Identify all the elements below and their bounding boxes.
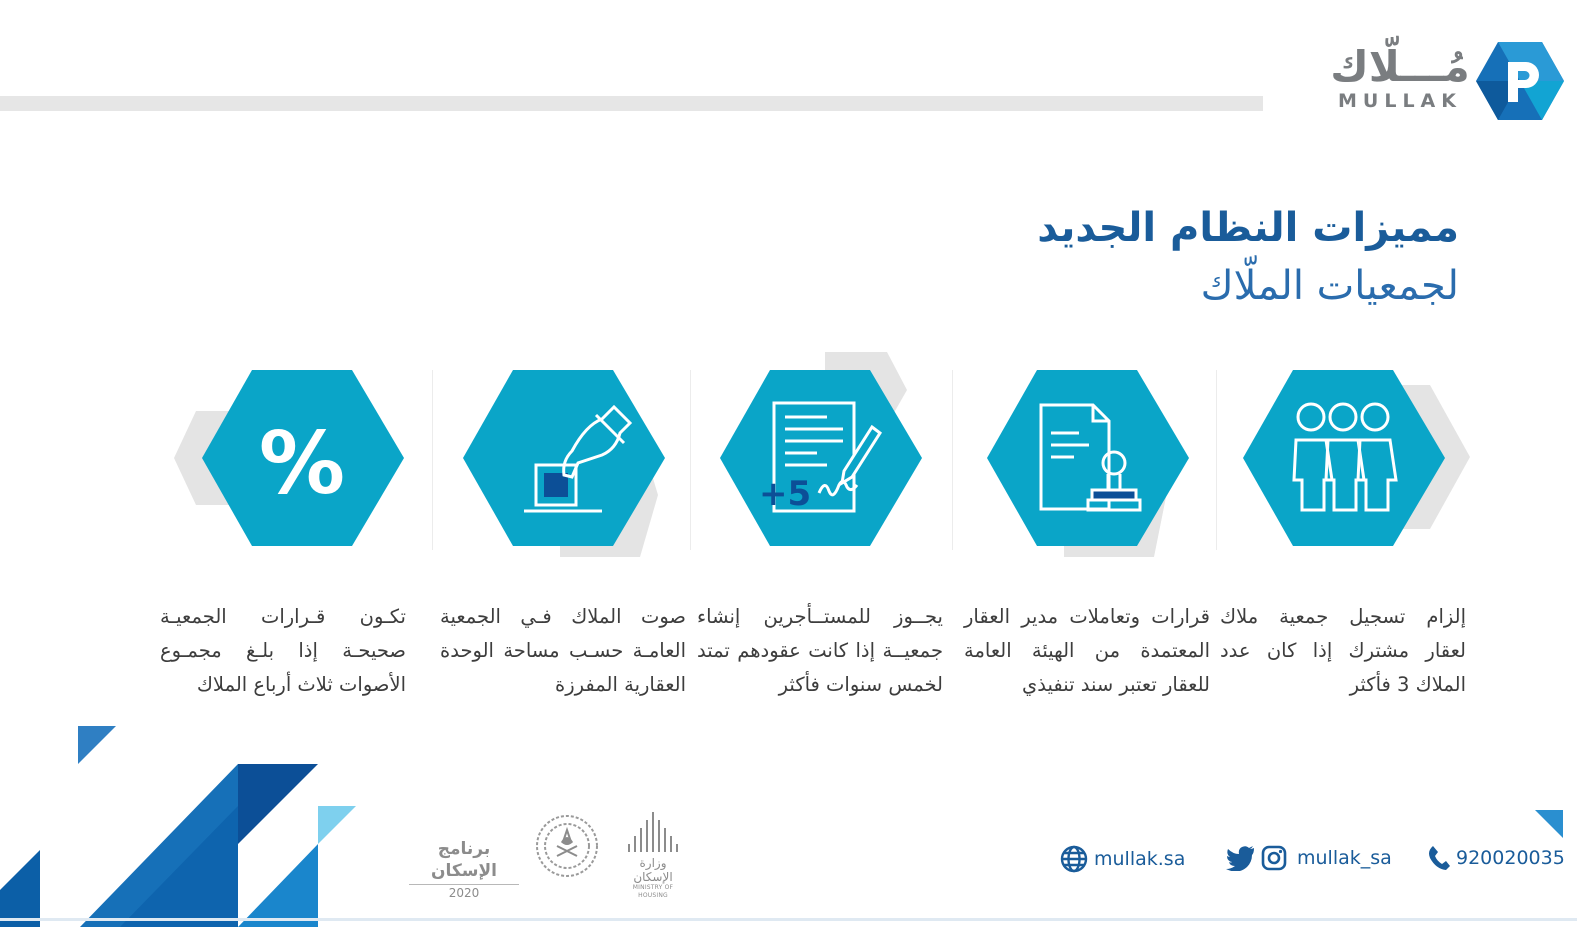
feature-valid-decisions: [160, 345, 406, 705]
feature-tenants-association: [697, 345, 943, 705]
decorative-corner-triangle: [1535, 808, 1565, 838]
percent-icon: %: [258, 414, 346, 514]
phone-icon: [1428, 845, 1450, 871]
social-handle[interactable]: mullak_sa: [1297, 847, 1392, 869]
page-title-block: [1037, 200, 1459, 316]
decorative-triangles: [0, 720, 360, 927]
feature-manager-decisions: [964, 345, 1210, 705]
phone-contact[interactable]: [1428, 845, 1565, 871]
ministry-name-english: MINISTRY OF HOUSING: [632, 884, 674, 899]
website-contact[interactable]: [1060, 845, 1185, 873]
website-link[interactable]: mullak.sa: [1094, 848, 1186, 870]
feature-text: إلزام تسجيل جمعية ملاك لعقار مشترك إذا كان عدد الملاك 3 فأكثر: [1220, 605, 1466, 696]
five-plus-badge: +5: [759, 474, 812, 514]
housing-program-name: برنامج الإسكان: [431, 839, 497, 881]
brand-logo-icon: [1476, 40, 1564, 122]
brand-wordmark: [1330, 44, 1470, 112]
instagram-icon[interactable]: [1261, 845, 1287, 871]
feature-text: تكـون قـرارات الجمعيـة صحيحـة إذا بلـغ مجمـوع الأصوات ثلاث أرباع الملاك: [160, 605, 406, 696]
page-subtitle: لجمعيات الملّاك: [1200, 263, 1459, 309]
header-bar: [0, 96, 1263, 111]
social-contact[interactable]: [1225, 845, 1392, 871]
brand-name-english: MULLAK: [1338, 90, 1462, 112]
brand-name-arabic: مُـــلّاك: [1330, 42, 1470, 91]
feature-owners-registration: [1220, 345, 1466, 705]
feature-text: صوت الملاك فـي الجمعية العامـة حسـب مساحة الوحدة العقارية المفرزة: [440, 605, 686, 696]
ministry-name-arabic: وزارة الإسكان: [633, 856, 673, 884]
footer-line: [0, 918, 1577, 921]
feature-text: يجــوز للمستــأجرين إنشاء جمعيــة إذا كانت عقودهم تمتد لخمس سنوات فأكثر: [697, 605, 943, 696]
contact-bar: [0, 845, 1577, 885]
housing-program-year: 2020: [409, 884, 519, 900]
feature-text: قرارات وتعاملات مدير العقار المعتمدة من الهيئة العامة للعقار تعتبر سند تنفيذي: [964, 605, 1210, 696]
phone-number[interactable]: 920020035: [1456, 847, 1565, 869]
globe-icon: [1060, 845, 1088, 873]
twitter-icon[interactable]: [1225, 845, 1255, 871]
page-title: مميزات النظام الجديد: [1037, 205, 1459, 251]
feature-owners-vote: [440, 345, 686, 705]
divider: [432, 370, 433, 550]
